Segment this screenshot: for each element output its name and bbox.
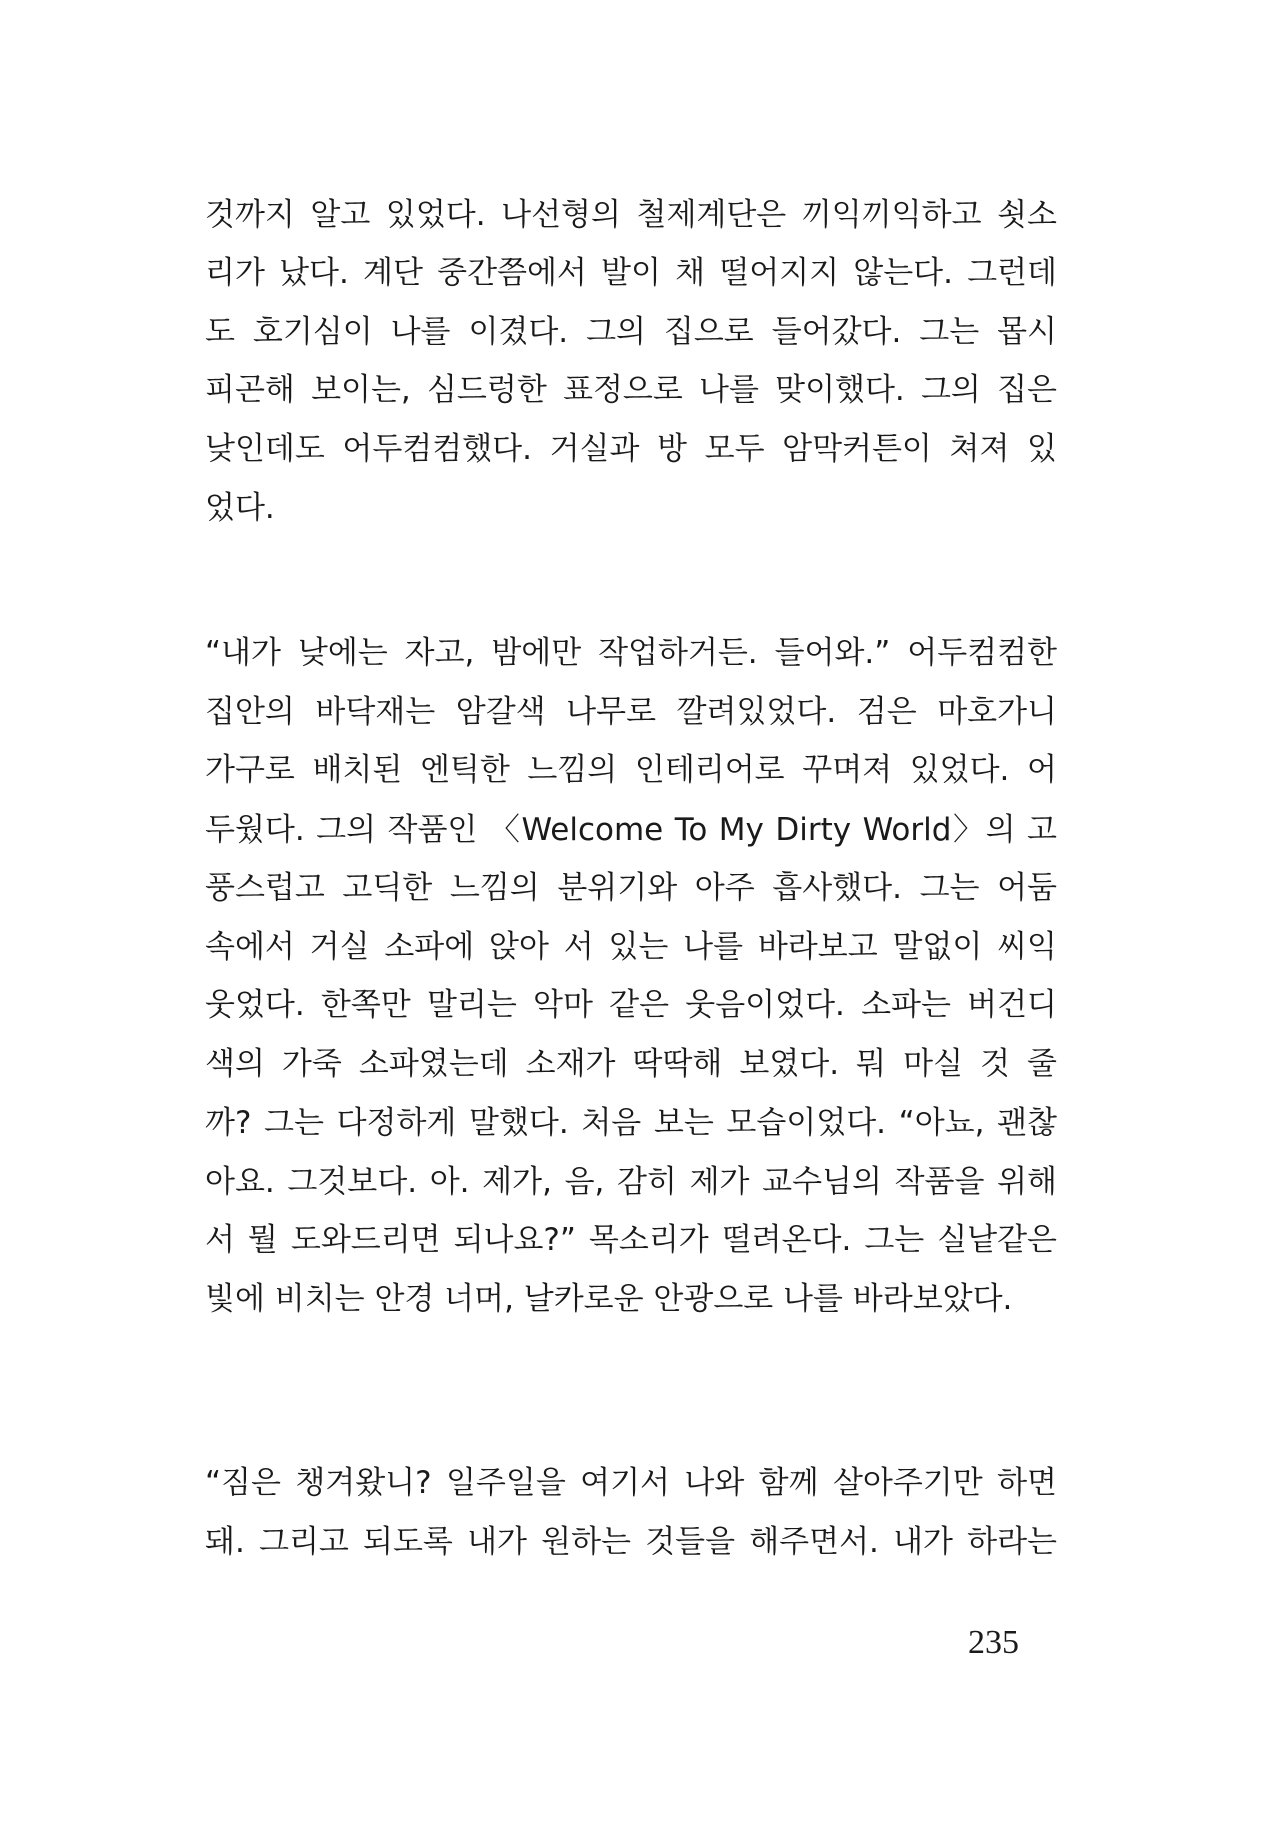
text-line: 도 호기심이 나를 이겼다. 그의 집으로 들어갔다. 그는 몹시 xyxy=(205,314,1057,350)
text-line: 낮인데도 어두컴컴했다. 거실과 방 모두 암막커튼이 쳐져 있 xyxy=(205,431,1057,467)
text-line: 풍스럽고 고딕한 느낌의 분위기와 아주 흡사했다. 그는 어둠 xyxy=(205,870,1057,906)
text-line: 웃었다. 한쪽만 말리는 악마 같은 웃음이었다. 소파는 버건디 xyxy=(205,987,1057,1023)
page-number: 235 xyxy=(968,1624,1019,1661)
text-line: 피곤해 보이는, 심드렁한 표정으로 나를 맞이했다. 그의 집은 xyxy=(205,372,1057,408)
text-line: 색의 가죽 소파였는데 소재가 딱딱해 보였다. 뭐 마실 것 줄 xyxy=(205,1046,1057,1082)
text-line: 집안의 바닥재는 암갈색 나무로 깔려있었다. 검은 마호가니 xyxy=(205,694,1057,730)
text-line: 아요. 그것보다. 아. 제가, 음, 감히 제가 교수님의 작품을 위해 xyxy=(205,1164,1057,1200)
text-line: 까? 그는 다정하게 말했다. 처음 보는 모습이었다. “아뇨, 괜찮 xyxy=(205,1105,1057,1141)
text-line: 었다. xyxy=(205,490,275,526)
text-line: 두웠다. 그의 작품인 〈Welcome To My Dirty World〉의 고 xyxy=(205,812,1057,848)
text-line: 것까지 알고 있었다. 나선형의 철제계단은 끼익끼익하고 쇳소 xyxy=(205,197,1057,233)
text-line: 돼. 그리고 되도록 내가 원하는 것들을 해주면서. 내가 하라는 xyxy=(205,1524,1057,1560)
text-line: “짐은 챙겨왔니? 일주일을 여기서 나와 함께 살아주기만 하면 xyxy=(205,1465,1057,1501)
text-line: 리가 났다. 계단 중간쯤에서 발이 채 떨어지지 않는다. 그런데 xyxy=(205,255,1057,291)
text-line: 속에서 거실 소파에 앉아 서 있는 나를 바라보고 말없이 씨익 xyxy=(205,929,1057,965)
text-line: 빛에 비치는 안경 너머, 날카로운 안광으로 나를 바라보았다. xyxy=(205,1281,1013,1317)
text-line: “내가 낮에는 자고, 밤에만 작업하거든. 들어와.” 어두컴컴한 xyxy=(205,635,1057,671)
text-line: 가구로 배치된 엔틱한 느낌의 인테리어로 꾸며져 있었다. 어 xyxy=(205,752,1057,788)
text-line: 서 뭘 도와드리면 되나요?” 목소리가 떨려온다. 그는 실낱같은 xyxy=(205,1222,1057,1258)
